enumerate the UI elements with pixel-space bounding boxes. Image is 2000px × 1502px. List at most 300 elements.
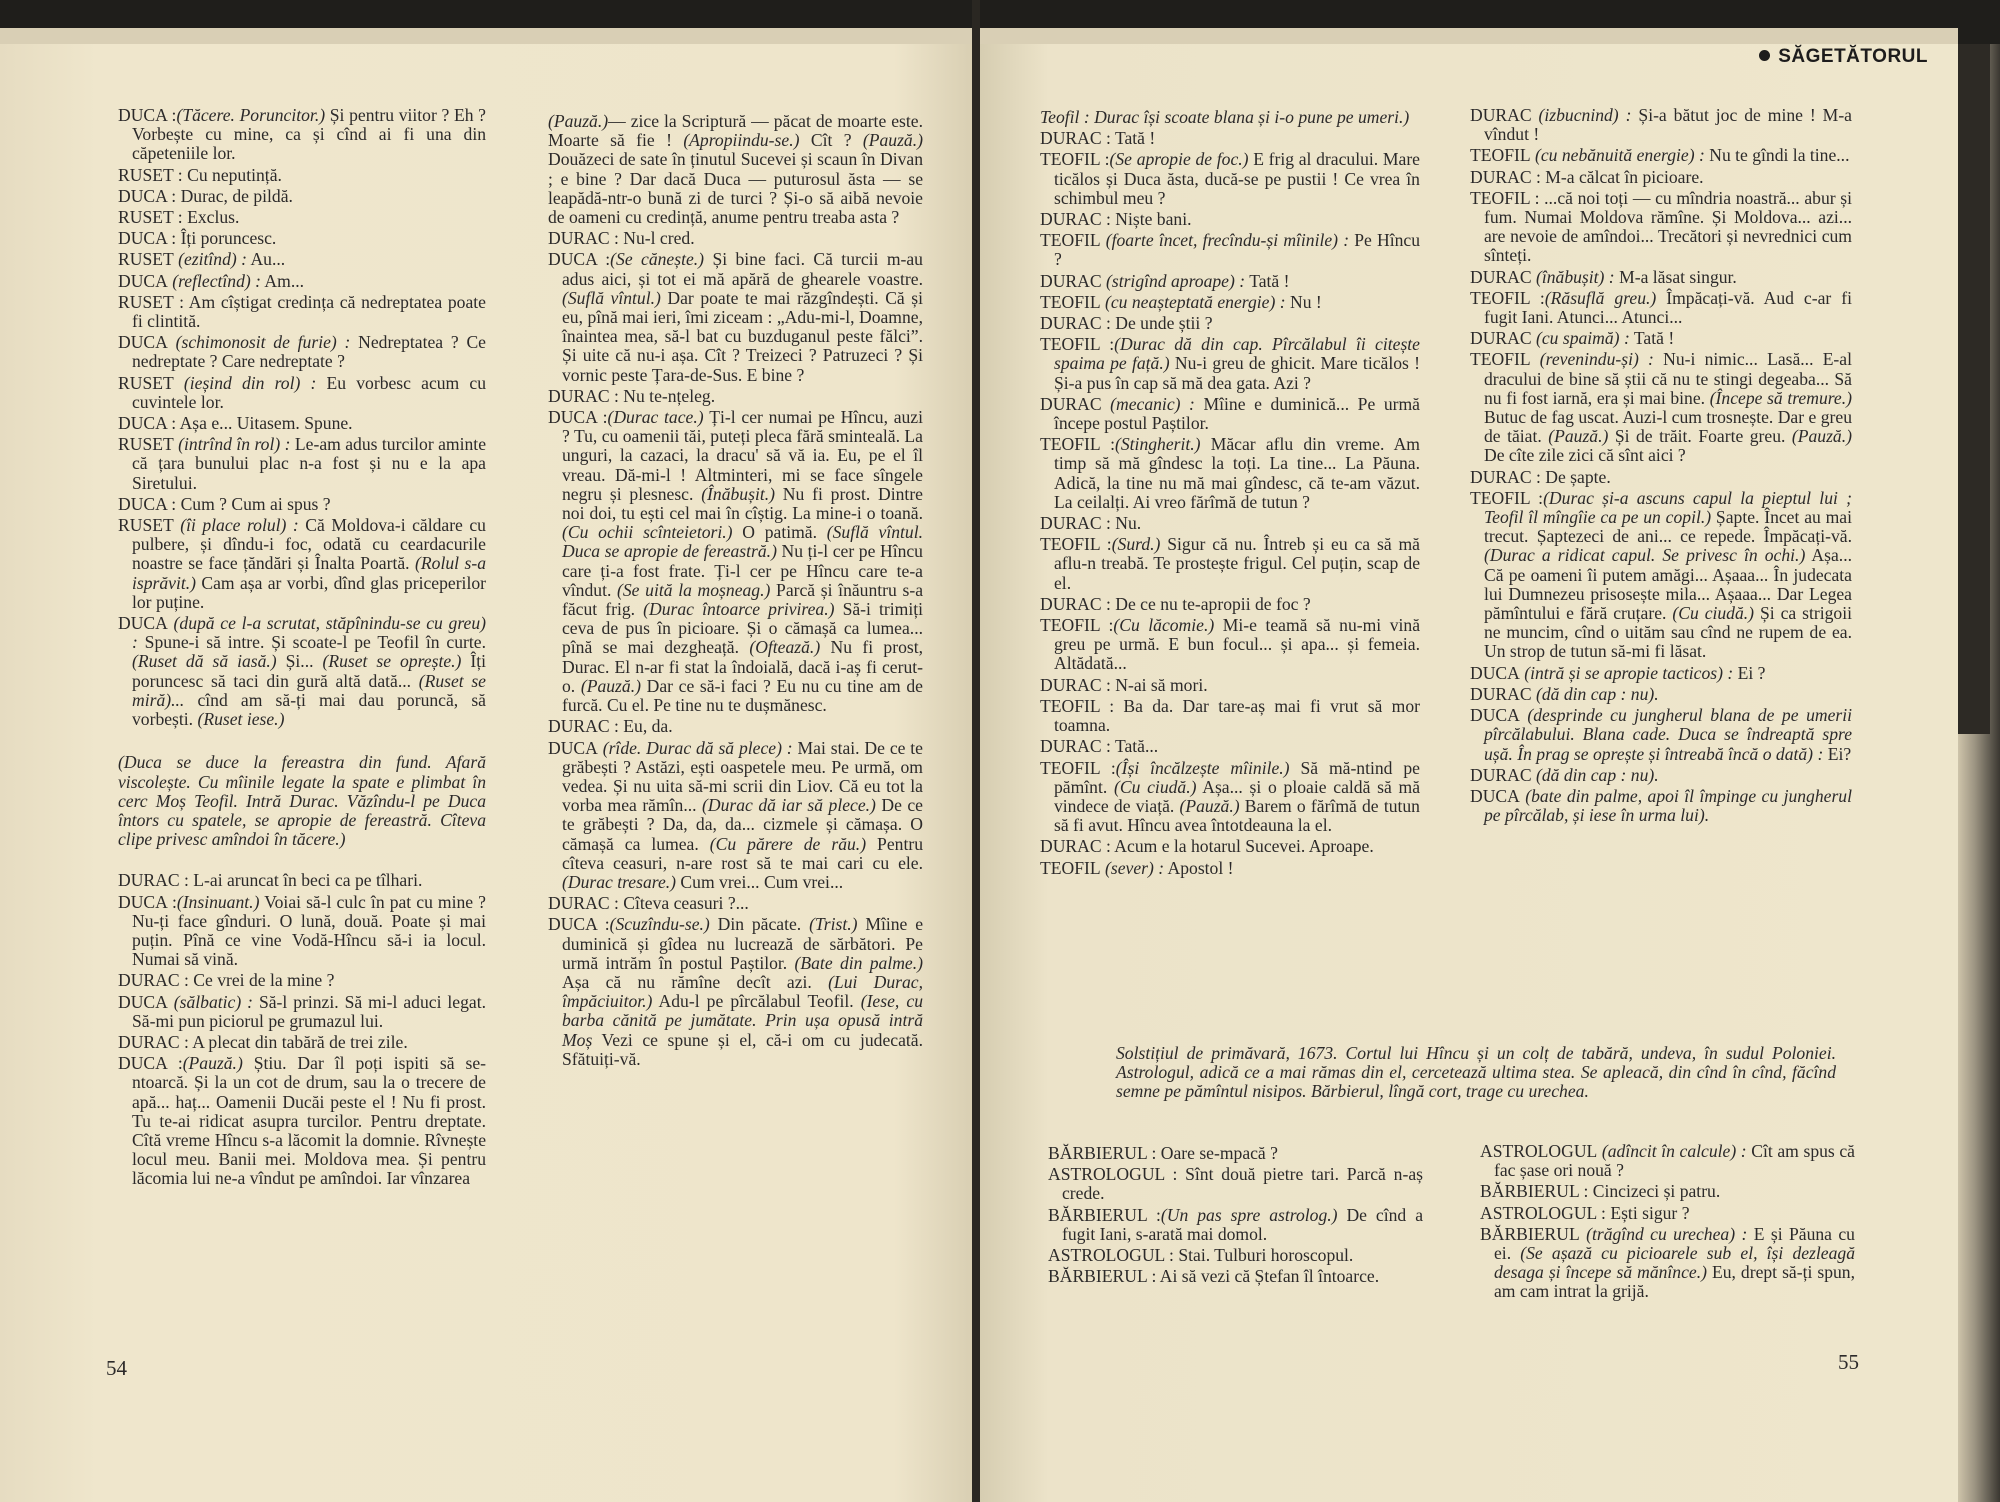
speaker-name: DURAC : bbox=[1470, 466, 1541, 487]
dialogue-text: Ba da. Dar tare-aș mai fi vrut să mor toamna. bbox=[1054, 695, 1420, 736]
speaker-name: RUSET bbox=[118, 515, 174, 536]
stage-direction: (ezitînd) : bbox=[173, 249, 248, 270]
stage-direction: (Pauză.) bbox=[862, 130, 923, 151]
speaker-name: DUCA bbox=[118, 270, 168, 291]
speaker-name: TEOFIL bbox=[1040, 291, 1101, 312]
stage-direction: (Oftează.) bbox=[749, 637, 821, 658]
page-number-right: 55 bbox=[1838, 1350, 1859, 1374]
speaker-name: DURAC bbox=[1470, 764, 1532, 785]
dialogue-line bbox=[1040, 595, 1420, 614]
dialogue-text: Am cîștigat credința că nedreptatea poate fi clintită. bbox=[132, 291, 486, 332]
dialogue-text: Am... bbox=[261, 270, 305, 291]
dialogue-line bbox=[1040, 697, 1420, 735]
dialogue-text: Și de trăit. Foarte greu. bbox=[1608, 426, 1792, 447]
dialogue-text: Așa că nu rămîne decît azi. bbox=[562, 971, 829, 992]
speaker-name: DURAC : bbox=[548, 385, 619, 406]
dialogue-text: Azi ? bbox=[1273, 372, 1311, 393]
dialogue-text: Tată ! bbox=[1110, 128, 1156, 149]
stage-direction: (intrînd în rol) : bbox=[173, 434, 291, 455]
speaker-name: DUCA bbox=[118, 332, 168, 353]
dialogue-line bbox=[1048, 1206, 1423, 1244]
dialogue-text: E și Păuna cu ei. bbox=[1494, 1223, 1855, 1264]
speaker-name: TEOFIL : bbox=[1040, 757, 1116, 778]
speaker-name: TEOFIL : bbox=[1470, 187, 1540, 208]
dialogue-line bbox=[118, 1033, 486, 1052]
speaker-name: DURAC bbox=[1470, 266, 1532, 287]
dialogue-text: Tată ! bbox=[1629, 328, 1675, 349]
dialogue-text: Tată... bbox=[1110, 736, 1159, 757]
bullet-icon bbox=[1759, 50, 1770, 61]
speaker-name: DUCA : bbox=[118, 493, 177, 514]
dialogue-line bbox=[118, 614, 486, 729]
dialogue-text: Pentru cîteva ceasuri, n-are rost să te mai cari cu ele. bbox=[562, 833, 923, 873]
stage-direction: (intră și se apropie tacticos) : bbox=[1519, 662, 1734, 683]
dialogue-line bbox=[548, 894, 923, 913]
dialogue-text: Nu ți-l cer pe Hîncu care ți-a fost frate. Ți-l cer pe Hîncu care te-a vîndut. bbox=[562, 541, 923, 600]
dialogue-text: Șapte. Încet au mai trecut. Șaptezeci de ani... ce repede. Împăcați-vă. bbox=[1484, 507, 1852, 547]
dialogue-text: Să-i trimiți ceva de pus în picioare. Și o cămașă ca lumea... pînă se mai dezgheață. bbox=[562, 599, 924, 658]
speaker-name: DURAC : bbox=[118, 870, 189, 891]
speaker-name: TEOFIL bbox=[1470, 349, 1531, 370]
dialogue-line bbox=[118, 374, 486, 412]
speaker-name: RUSET bbox=[118, 434, 174, 455]
dialogue-text: N-ai să mori. bbox=[1110, 674, 1208, 695]
speaker-name: DUCA : bbox=[548, 914, 610, 935]
dialogue-line bbox=[118, 293, 486, 331]
stage-direction: (trăgînd cu urechea) : bbox=[1579, 1223, 1748, 1244]
dialogue-line bbox=[1040, 150, 1420, 208]
dialogue-line bbox=[1470, 189, 1852, 266]
dialogue-text: Și pentru viitor ? Eh ? bbox=[325, 105, 486, 125]
dialogue-text: Cel puțin, scap de el. bbox=[1054, 553, 1421, 593]
dialogue-line bbox=[1470, 289, 1852, 327]
stage-direction: (Pauză.) bbox=[1791, 426, 1852, 447]
speaker-name: DURAC bbox=[1470, 683, 1532, 704]
dialogue-text: Și ca strigoii ne muncim, cînd o uităm sau cînd ne rupem de ea. bbox=[1484, 603, 1853, 643]
speaker-name: DUCA bbox=[118, 991, 168, 1012]
dialogue-text: Adu-l pe pîrcălabul Teofil. bbox=[652, 991, 861, 1012]
dialogue-line bbox=[118, 435, 486, 493]
speaker-name: ASTROLOGUL bbox=[1480, 1141, 1598, 1161]
dialogue-text: Voiai să-l culc în pat cu mine ? Nu-ți face gînduri. O lună, două. Poate și mai puțin. Pînă ce vine Vodă-Hîncu să-i ia locul. bbox=[132, 891, 486, 950]
speaker-name: DURAC : bbox=[118, 970, 189, 991]
stage-direction: (Un pas spre astrolog.) bbox=[1160, 1204, 1338, 1225]
dialogue-text: Niște bani. bbox=[1110, 209, 1192, 230]
column-4 bbox=[1470, 106, 1852, 827]
dialogue-text: Nu fi prost, Durac. El n-ar fi stat la îndoială, dacă i-aș fi cerut-o. bbox=[562, 637, 923, 696]
stage-direction: (Durac dă iar să plece.) bbox=[702, 795, 876, 816]
dialogue-line bbox=[1470, 168, 1852, 187]
dialogue-text: Stai. Tulburi horoscopul. bbox=[1173, 1245, 1354, 1266]
stage-direction: (reflectînd) : bbox=[167, 270, 261, 291]
stage-direction: (desprinde cu jungherul blana de pe umerii pîrcălabului. Blana cade. Duca se îndreaptă spre ușă. În prag se oprește și întreabă încă o dată) : bbox=[1484, 705, 1852, 764]
speaker-name: DURAC bbox=[1470, 105, 1532, 125]
stage-direction: (mecanic) : bbox=[1101, 393, 1195, 414]
dialogue-line bbox=[548, 229, 923, 248]
stage-direction: (Se apropie de foc.) bbox=[1109, 149, 1249, 170]
dialogue-line bbox=[1040, 676, 1420, 695]
dialogue-text: Sigur că nu. Întreb și eu ca să mă aflu-n treabă. Te prostește frigul. bbox=[1054, 534, 1420, 574]
speaker-name: ASTROLOGUL : bbox=[1048, 1245, 1174, 1266]
dialogue-text: Spune-i să intre. Și scoate-l pe Teofil în curte. bbox=[137, 632, 486, 653]
speaker-name: BĂRBIERUL bbox=[1480, 1223, 1580, 1244]
speaker-name: DUCA : bbox=[118, 105, 177, 125]
dialogue-text: Sînt două pietre tari. Parcă n-aș crede. bbox=[1062, 1164, 1423, 1204]
dialogue-text: Butuc de fag uscat. Auzi-l cum trosnește. Dar e greu de tăiat. bbox=[1484, 407, 1852, 447]
speaker-name: TEOFIL : bbox=[1040, 695, 1115, 716]
speaker-name: DUCA : bbox=[548, 407, 608, 428]
dialogue-line bbox=[1040, 293, 1420, 312]
speaker-name: BĂRBIERUL : bbox=[1048, 1266, 1157, 1287]
stage-direction: (Surd.) bbox=[1111, 534, 1161, 555]
stage-direction: (Ruset se oprește.) bbox=[322, 651, 462, 672]
column-3 bbox=[1040, 108, 1420, 880]
dialogue-line bbox=[1480, 1204, 1855, 1223]
dialogue-text: Eu, da. bbox=[618, 716, 673, 737]
dialogue-line bbox=[1470, 787, 1852, 825]
dialogue-text: Atunci... bbox=[1621, 307, 1683, 328]
stage-direction: (Cu ochii scînteietori.) bbox=[562, 522, 733, 543]
dialogue-line bbox=[1040, 272, 1420, 291]
stage-direction: (Pauză.) bbox=[580, 675, 641, 696]
dialogue-text: M-a călcat în picioare. bbox=[1540, 166, 1704, 187]
dialogue-line bbox=[1470, 706, 1852, 764]
dialogue-text: Cum ? Cum ai spus ? bbox=[176, 493, 331, 514]
dialogue-line bbox=[1040, 231, 1420, 269]
dialogue-line bbox=[118, 495, 486, 514]
speaker-name: TEOFIL : bbox=[1470, 487, 1544, 508]
dialogue-text: O patimă. bbox=[732, 522, 827, 543]
dialogue-text: Împăcați-vă. Aud c-ar fi fugit Iani. Atunci... bbox=[1484, 287, 1852, 328]
dialogue-line bbox=[1040, 335, 1420, 393]
dialogue-text: L-ai aruncat în beci ca pe tîlhari. bbox=[188, 870, 423, 891]
dialogue-text: Cu neputință. bbox=[182, 164, 282, 185]
dialogue-text: Mîine e duminică și gîdea nu lucrează de sărbători. Pe urmă intrăm în postul Paștilor. bbox=[562, 914, 924, 973]
dialogue-text: Vezi ce spune și el, că-i om cu judecată. Sfătuiți-vă. bbox=[562, 1029, 923, 1069]
dialogue-line bbox=[548, 915, 923, 1069]
dialogue-line bbox=[1040, 616, 1420, 674]
stage-direction: (foarte încet, frecîndu-și mîinile) : bbox=[1100, 230, 1350, 251]
dialogue-text: Îți poruncesc să taci din gură altă dată... bbox=[132, 651, 487, 691]
dialogue-line bbox=[1040, 108, 1420, 127]
dialogue-line bbox=[1480, 1142, 1855, 1180]
speaker-name: TEOFIL : bbox=[1040, 615, 1114, 636]
dialogue-text: Ai să vezi că Ștefan îl întoarce. bbox=[1156, 1266, 1380, 1287]
dialogue-text: Măcar aflu din vreme. Am timp să mă gîndesc la toți. La tine... La Păuna. Adică, la tine nu mă mai gîndesc, că te-am văzut. La ceilalți. bbox=[1054, 434, 1420, 512]
dialogue-text: Ești sigur ? bbox=[1605, 1202, 1690, 1223]
dialogue-text: Au... bbox=[247, 249, 286, 270]
dialogue-text: Și-a bătut joc de mine ! M-a vîndut ! bbox=[1484, 105, 1852, 145]
dialogue-text: Din păcate. bbox=[709, 914, 810, 935]
dialogue-text: Nu te gîndi la tine... bbox=[1704, 145, 1850, 166]
speaker-name: DUCA bbox=[118, 613, 168, 634]
dialogue-text: Cît am spus că fac șase ori nouă ? bbox=[1494, 1141, 1855, 1181]
running-header bbox=[1759, 46, 1928, 68]
speaker-name: TEOFIL bbox=[1470, 145, 1531, 166]
dialogue-line bbox=[548, 717, 923, 736]
dialogue-text: Nedreptatea ? Ce nedreptate ? Care nedreptate ? bbox=[132, 332, 486, 372]
dialogue-line bbox=[1040, 514, 1420, 533]
dialogue-text: Vorbește cu mine, ca și cînd ai fi una din căpeteniile lor. bbox=[132, 124, 486, 164]
stage-direction: (schimonosit de furie) : bbox=[167, 332, 351, 353]
stage-direction: (revenindu-și) : bbox=[1530, 349, 1654, 370]
dialogue-line bbox=[1048, 1165, 1423, 1203]
dialogue-line bbox=[548, 112, 923, 227]
dialogue-line bbox=[118, 993, 486, 1031]
speaker-name: DURAC : bbox=[1470, 166, 1541, 187]
dialogue-text: cînd am să-ți mai dau poruncă, să vorbești. bbox=[132, 689, 486, 730]
speaker-name: RUSET : bbox=[118, 291, 185, 312]
stage-direction: (Ruset iese.) bbox=[197, 709, 285, 730]
stage-direction: (Durac tace.) bbox=[607, 407, 704, 428]
speaker-name: DUCA bbox=[1470, 785, 1520, 806]
dialogue-text: Eu vorbesc acum cu cuvintele lor. bbox=[132, 372, 487, 412]
stage-direction: (Se cănește.) bbox=[610, 249, 705, 270]
dialogue-text: Dar poate te mai răzgîndești. Că și eu, pînă mai ieri, îmi ziceam : „Adu-mi-l, Doamne, înaintea mea, să-l bat cu buzduganul peste fălci”. Și uite că nu-i așa. bbox=[562, 287, 923, 366]
dialogue-line bbox=[1048, 1144, 1423, 1163]
speaker-name: BĂRBIERUL : bbox=[1048, 1143, 1157, 1163]
dialogue-text: Le-am adus turcilor aminte că țara bunului plac n-a fost și nu e la apa Siretului. bbox=[132, 434, 486, 493]
dialogue-line bbox=[1470, 766, 1852, 785]
speaker-name: TEOFIL : bbox=[1040, 534, 1112, 555]
stage-direction: (Apropiindu-se.) bbox=[683, 130, 800, 151]
dialogue-text: Ei ? bbox=[1733, 662, 1766, 683]
dialogue-text: Nu fi prost. Dintre noi doi, tu ești cel mai în cîștig. La mine-i o toană. bbox=[562, 483, 923, 524]
stage-direction: (dă din cap : nu). bbox=[1531, 683, 1659, 704]
column-4b bbox=[1480, 1142, 1855, 1304]
stage-direction: (cu neașteptată energie) : bbox=[1100, 291, 1286, 312]
stage-direction: (îi place rolul) : bbox=[173, 515, 299, 536]
dialogue-line bbox=[1048, 1267, 1423, 1286]
speaker-name: RUSET bbox=[118, 249, 174, 270]
dialogue-text: ...că noi toți — cu mîndria noastră... abur și fum. Numai Moldova rămîne. Și Moldova... azi... are nevoie de amîndoi... Trecători și nevrednici cum sînteți. bbox=[1484, 187, 1852, 266]
dialogue-text: Parcă și înăuntru s-a făcut frig. bbox=[562, 579, 923, 620]
dialogue-line bbox=[548, 408, 923, 715]
book-gutter bbox=[972, 0, 980, 1502]
stage-direction: (Pauză.) bbox=[1548, 426, 1609, 447]
dialogue-line bbox=[1470, 329, 1852, 348]
stage-direction: (Cu ciudă.) bbox=[1672, 603, 1755, 624]
dialogue-line bbox=[118, 166, 486, 185]
speaker-name: DURAC bbox=[1040, 393, 1102, 414]
stage-direction: (Tăcere. Poruncitor.) bbox=[176, 105, 326, 125]
dialogue-line bbox=[1470, 106, 1852, 144]
dialogue-text: Nu fi prost. Tu te-ai ridicat asupra turcilor. Pentru dreptate. Cîtă vreme Hîncu s-a lăcomit la domnie. Rîvnește locul meu. Banii mei. Moldova mea. Și pentru lăcomia lui ne-a vîndut pe amîndoi. Iar vînzarea bbox=[132, 1091, 486, 1189]
stage-direction: (Stingherit.) bbox=[1115, 434, 1201, 455]
stage-direction: (Cu ciudă.) bbox=[1114, 776, 1197, 797]
speaker-name: DURAC : bbox=[1040, 128, 1111, 149]
dialogue-line bbox=[1040, 129, 1420, 148]
dialogue-line bbox=[118, 208, 486, 227]
stage-direction: (Durac tresare.) bbox=[562, 871, 677, 892]
dialogue-line bbox=[118, 272, 486, 291]
speaker-name: TEOFIL : bbox=[1470, 287, 1545, 308]
dialogue-text: Mîine e duminică... Pe urmă începe postul Paștilor. bbox=[1054, 393, 1420, 434]
stage-direction: (strigînd aproape) : bbox=[1101, 270, 1246, 291]
dialogue-line bbox=[1470, 489, 1852, 662]
dialogue-text: Cîteva ceasuri ?... bbox=[618, 893, 749, 914]
column-3b bbox=[1048, 1144, 1423, 1288]
dialogue-text: Așa... Că pe oameni îi putem amăgi... Așaaa... În judecata lui Dumnezeu prisosește mila... Așaaa... Dar Legea pămîntului e fără cruțare. bbox=[1484, 545, 1852, 624]
stage-direction: (Răsuflă greu.) bbox=[1544, 287, 1657, 308]
speaker-name: TEOFIL bbox=[1040, 857, 1101, 878]
stage-direction: (Pauză.) bbox=[1179, 795, 1240, 816]
stage-direction: (ieșind din rol) : bbox=[173, 372, 317, 393]
stage-direction: (adîncit în calcule) : bbox=[1597, 1141, 1747, 1161]
dialogue-text: Durac, de pildă. bbox=[176, 185, 293, 206]
stage-direction: (Ruset dă să iasă.) bbox=[132, 651, 277, 672]
dialogue-text: De cînd a fugit Iani, s-arată mai domol. bbox=[1062, 1204, 1423, 1244]
stage-direction: (Lui Durac, împăciuitor.) bbox=[562, 971, 924, 1012]
dialogue-text: Să mă-ntind pe pămînt. bbox=[1054, 757, 1420, 797]
speaker-name: DURAC bbox=[1470, 328, 1532, 349]
dialogue-text: Cincizeci și patru. bbox=[1588, 1181, 1721, 1202]
stage-direction: (Începe să tremure.) bbox=[1709, 387, 1852, 408]
dialogue-line bbox=[1040, 314, 1420, 333]
speaker-name: DURAC bbox=[1040, 270, 1102, 291]
stage-direction: (Cu lăcomie.) bbox=[1113, 615, 1215, 636]
dialogue-line bbox=[1048, 1246, 1423, 1265]
speaker-name: DUCA : bbox=[118, 891, 177, 912]
dialogue-text: Ce vrea în schimbul meu ? bbox=[1054, 168, 1420, 208]
stage-direction: (Își încălzește mîinile.) bbox=[1115, 757, 1290, 778]
speaker-name: DUCA : bbox=[118, 1053, 183, 1074]
dialogue-line bbox=[1040, 435, 1420, 512]
dialogue-text: Barem o fărîmă de tutun să fi avut. bbox=[1054, 795, 1420, 836]
dialogue-text: Apostol ! bbox=[1164, 857, 1234, 878]
dialogue-text: De cîte zile zici că sînt aici ? bbox=[1484, 445, 1686, 466]
dialogue-text: Ți-l cer numai pe Hîncu, auzi ? Tu, cu oamenii tăi, puteți pleca fără sminteală. La unguri, la cazaci, la dracu' să vă ia. Eu, pe el îl vreau. Dă-mi-l ! Altminteri, mi se face sîngele negru și plesnesc. bbox=[562, 407, 923, 504]
stage-direction: (bate din palme, apoi îl împinge cu jungherul pe pîrcălab, și iese în urma lui). bbox=[1484, 785, 1852, 826]
dialogue-line bbox=[1470, 664, 1852, 683]
stage-direction: (sălbatic) : bbox=[167, 991, 254, 1012]
speaker-name: TEOFIL : bbox=[1040, 434, 1116, 455]
dialogue-text: Eu, drept să-ți spun, am cam intrat la grijă. bbox=[1494, 1262, 1855, 1302]
dialogue-line bbox=[1040, 759, 1420, 836]
dialogue-text: Nu-i greu de ghicit. Mare ticălos ! Și-a pus în cap să mă dea gata. bbox=[1054, 353, 1420, 393]
scene-stage-direction: Solstițiul de primăvară, 1673. Cortul lui Hîncu și un colț de tabără, undeva, în sudul Poloniei. Astrologul, adică ce a mai rămas din el, cercetează ultima stea. Se apleacă, din cînd în cînd, făcînd semne pe pămîntul nisipos. Bărbierul, lîngă cort, trage cu urechea. bbox=[1116, 1043, 1836, 1102]
dialogue-text: Așa... și o ploaie caldă să mă vindece de viață. bbox=[1054, 776, 1420, 816]
stage-direction-block: (Duca se duce la fereastra din fund. Afară viscolește. Cu mîinile legate la spate e plimbat în cerc Moș Teofil. Intră Durac. Văzîndu-l pe Duca întors cu spatele, se apropie de fereastră. Cîteva clipe privesc amîndoi în tăcere.) bbox=[118, 752, 486, 850]
dialogue-line bbox=[1040, 535, 1420, 593]
speaker-name: DUCA : bbox=[118, 228, 177, 249]
speaker-name: TEOFIL : bbox=[1040, 149, 1110, 170]
speaker-name: DUCA bbox=[1470, 705, 1520, 726]
speaker-name: DUCA : bbox=[118, 413, 177, 434]
stage-direction: (Insinuant.) bbox=[176, 891, 260, 912]
dialogue-text: — zice la Scriptură — păcat de moarte este. Moarte să fie ! bbox=[548, 111, 923, 151]
stage-direction: (Înăbușit.) bbox=[701, 483, 775, 504]
dialogue-line bbox=[1040, 395, 1420, 433]
dialogue-text: A plecat din tabără de trei zile. bbox=[188, 1031, 408, 1052]
dialogue-text: Mi-e teamă să nu-mi vină greu pe urmă. bbox=[1054, 615, 1421, 655]
dialogue-line bbox=[118, 414, 486, 433]
dialogue-line bbox=[118, 250, 486, 269]
speaker-name: DUCA bbox=[1470, 662, 1520, 683]
speaker-name: RUSET bbox=[118, 372, 174, 393]
stage-direction: (Durac și-a ascuns capul la pieptul lui ; Teofil îl mîngîie ca pe un copil.) bbox=[1484, 487, 1852, 528]
speaker-name: ASTROLOGUL : bbox=[1480, 1202, 1606, 1223]
stage-direction: (înăbușit) : bbox=[1531, 266, 1615, 287]
dialogue-text: Pe Hîncu ? bbox=[1054, 230, 1421, 270]
speaker-name: RUSET : bbox=[118, 164, 183, 185]
speaker-name: DURAC : bbox=[1040, 674, 1111, 695]
dialogue-line bbox=[1470, 268, 1852, 287]
speaker-name: DURAC : bbox=[118, 1031, 189, 1052]
stage-direction: (dă din cap : nu). bbox=[1531, 764, 1659, 785]
dialogue-text: Hîncu avea întotdeauna la el. bbox=[1127, 815, 1332, 836]
stage-direction: Teofil : Durac își scoate blana și i-o pune pe umeri.) bbox=[1040, 107, 1410, 127]
stage-direction: (Cu părere de rău.) bbox=[709, 833, 867, 854]
dialogue-text: Așa e... Uitasem. Spune. bbox=[176, 413, 353, 434]
speaker-name: BĂRBIERUL : bbox=[1048, 1204, 1161, 1225]
speaker-name: DUCA : bbox=[118, 185, 177, 206]
dialogue-text: Cam așa ar vorbi, dînd glas priceperilor lor puține. bbox=[132, 572, 486, 612]
stage-direction: (Trist.) bbox=[809, 914, 858, 935]
dialogue-text: Cît ? Treizeci ? Patruzeci ? Și vornic peste Țara-de-Sus. E bine ? bbox=[562, 345, 923, 385]
speaker-name: DURAC : bbox=[1040, 736, 1111, 757]
stage-direction: (Suflă vîntul.) bbox=[562, 287, 661, 308]
stage-direction: (cu nebănuită energie) : bbox=[1530, 145, 1705, 166]
stage-direction: (Iese, cu barba cănită pe jumătate. Prin ușa opusă intră Moș bbox=[562, 991, 923, 1050]
left-page bbox=[0, 44, 972, 1502]
dialogue-text: De șapte. bbox=[1540, 466, 1611, 487]
dialogue-text: De unde știi ? bbox=[1110, 313, 1213, 334]
dialogue-line bbox=[1470, 468, 1852, 487]
running-header-title: SĂGETĂTORUL bbox=[1778, 46, 1928, 67]
dialogue-line bbox=[1040, 210, 1420, 229]
speaker-name: DURAC : bbox=[548, 893, 619, 914]
dialogue-text: Exclus. bbox=[182, 207, 240, 228]
column-1 bbox=[118, 106, 486, 1191]
dialogue-text: Dar dacă Duca — puturosul ăsta — se leapădă-ntr-o bună zi de turci ? Și-o să aibă nevoie de oameni cu credință, anume pentru treaba asta ? bbox=[548, 168, 923, 228]
dialogue-text: Numai să vină. bbox=[132, 949, 239, 970]
dialogue-text: Îți poruncesc. bbox=[176, 228, 277, 249]
dialogue-text: Cît ? bbox=[799, 130, 863, 151]
stage-direction: (Durac întoarce privirea.) bbox=[643, 599, 835, 620]
stage-direction: (izbucnind) : bbox=[1531, 105, 1632, 125]
dialogue-text: Ei? bbox=[1823, 743, 1852, 764]
dialogue-line bbox=[1040, 837, 1420, 856]
column-2 bbox=[548, 112, 923, 1071]
dialogue-text: Și... bbox=[276, 651, 323, 672]
dialogue-line bbox=[118, 971, 486, 990]
speaker-name: DURAC : bbox=[1040, 593, 1111, 614]
dialogue-line bbox=[118, 516, 486, 612]
dialogue-text: Nu. bbox=[1110, 513, 1142, 534]
dialogue-text: Cum vrei... Cum vrei... bbox=[676, 871, 844, 892]
dialogue-text: Tată ! bbox=[1245, 270, 1290, 291]
dialogue-text: Știu. Dar îl poți ispiti să se-ntoarcă. Și la un cot de drum, sau la o trecere de apă... haț... Oamenii Ducăi peste el ! bbox=[132, 1053, 486, 1112]
dialogue-line bbox=[1480, 1182, 1855, 1201]
stage-direction: (Suflă vîntul. Duca se apropie de fereastră.) bbox=[562, 522, 923, 562]
stage-direction: (Durac a ridicat capul. Se privesc în ochi.) bbox=[1484, 545, 1806, 566]
dialogue-line bbox=[1470, 350, 1852, 465]
stage-direction: (după ce l-a scrutat, stăpînindu-se cu greu) : bbox=[132, 613, 486, 653]
dialogue-text: Cu el. Pe tine nu te dușmănesc. bbox=[606, 695, 827, 716]
dialogue-text: Ce vrei de la mine ? bbox=[188, 970, 335, 991]
dialogue-line bbox=[1470, 685, 1852, 704]
stage-direction: (Pauză.) bbox=[548, 111, 609, 131]
dialogue-text: Nu-l cred. bbox=[618, 228, 695, 249]
stage-direction: (Se așază cu picioarele sub el, își dezleagă desaga și începe să mănînce.) bbox=[1494, 1243, 1855, 1283]
stage-direction: (Pauză.) bbox=[182, 1053, 243, 1074]
dialogue-text: Să-l prinzi. Să mi-l aduci legat. Să-mi pun piciorul pe grumazul lui. bbox=[132, 991, 486, 1031]
stage-direction: (Ruset se miră)... bbox=[132, 670, 486, 710]
dialogue-line bbox=[118, 871, 486, 890]
dialogue-text: Că Moldova-i căldare cu pulbere, și dîndu-i foc, odată cu ceardacurile noastre se face țăndări și Înalta Poartă. bbox=[132, 515, 486, 574]
speaker-name: DURAC : bbox=[548, 228, 619, 249]
